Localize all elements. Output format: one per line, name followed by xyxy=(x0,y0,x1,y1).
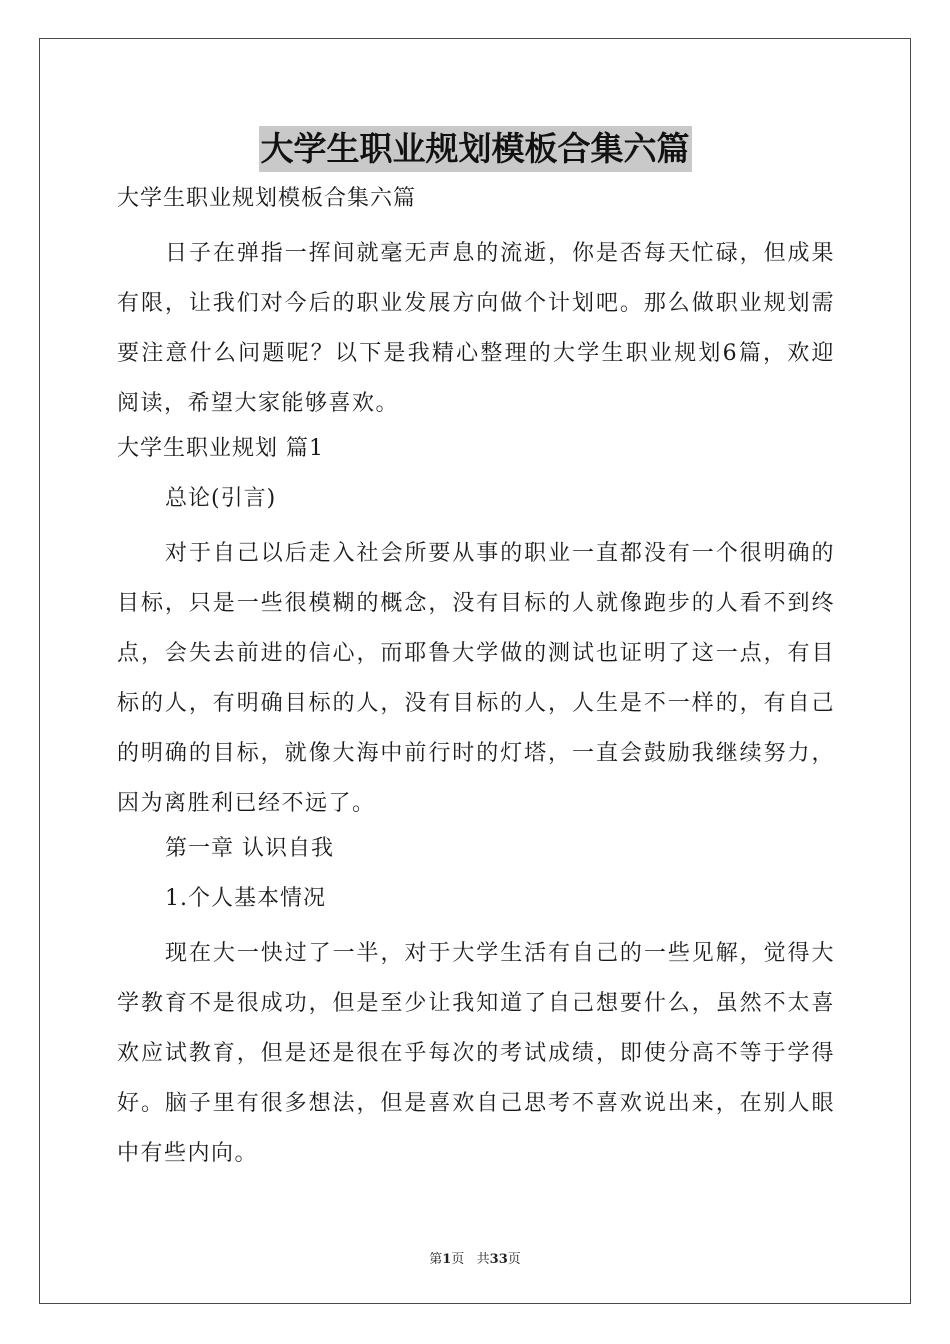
footer-prefix: 第 xyxy=(429,1252,443,1267)
footer-total-pages: 33 xyxy=(489,1252,508,1267)
document-subtitle: 大学生职业规划模板合集六篇 xyxy=(117,186,417,211)
footer-middle: 页 共 xyxy=(451,1252,490,1267)
document-title: 大学生职业规划模板合集六篇 xyxy=(259,126,692,172)
footer-suffix: 页 xyxy=(507,1252,521,1267)
intro-paragraph: 日子在弹指一挥间就毫无声息的流逝，你是否每天忙碌，但成果有限，让我们对今后的职业发展方向做个计划吧。那么做职业规划需要注意什么问题呢？以下是我精心整理的大学生职业规划6篇，欢迎阅读，希望大家能够喜欢。 xyxy=(117,241,835,416)
chapter-heading: 第一章 认识自我 xyxy=(165,836,334,861)
preface-paragraph: 对于自己以后走入社会所要从事的职业一直都没有一个很明确的目标，只是一些很模糊的概念，没有目标的人就像跑步的人看不到终点，会失去前进的信心，而耶鲁大学做的测试也证明了这一点，有目标的人，有明确目标的人，没有目标的人，人生是不一样的，有自己的明确的目标，就像大海中前行时的灯塔，一直会鼓励我继续努力，因为离胜利已经不远了。 xyxy=(117,541,835,816)
footer-page-number: 1 xyxy=(442,1252,452,1267)
section-heading: 大学生职业规划 篇1 xyxy=(117,436,324,461)
document-body xyxy=(117,179,835,1179)
preface-heading: 总论(引言) xyxy=(165,486,277,511)
page-footer xyxy=(0,1248,950,1267)
subsection-heading: 1.个人基本情况 xyxy=(165,886,326,911)
body-paragraph: 现在大一快过了一半，对于大学生活有自己的一些见解，觉得大学教育不是很成功，但是至少让我知道了自己想要什么，虽然不太喜欢应试教育，但是还是很在乎每次的考试成绩，即使分高不等于学得好。脑子里有很多想法，但是喜欢自己思考不喜欢说出来，在别人眼中有些内向。 xyxy=(117,941,835,1166)
title-container xyxy=(0,126,950,172)
